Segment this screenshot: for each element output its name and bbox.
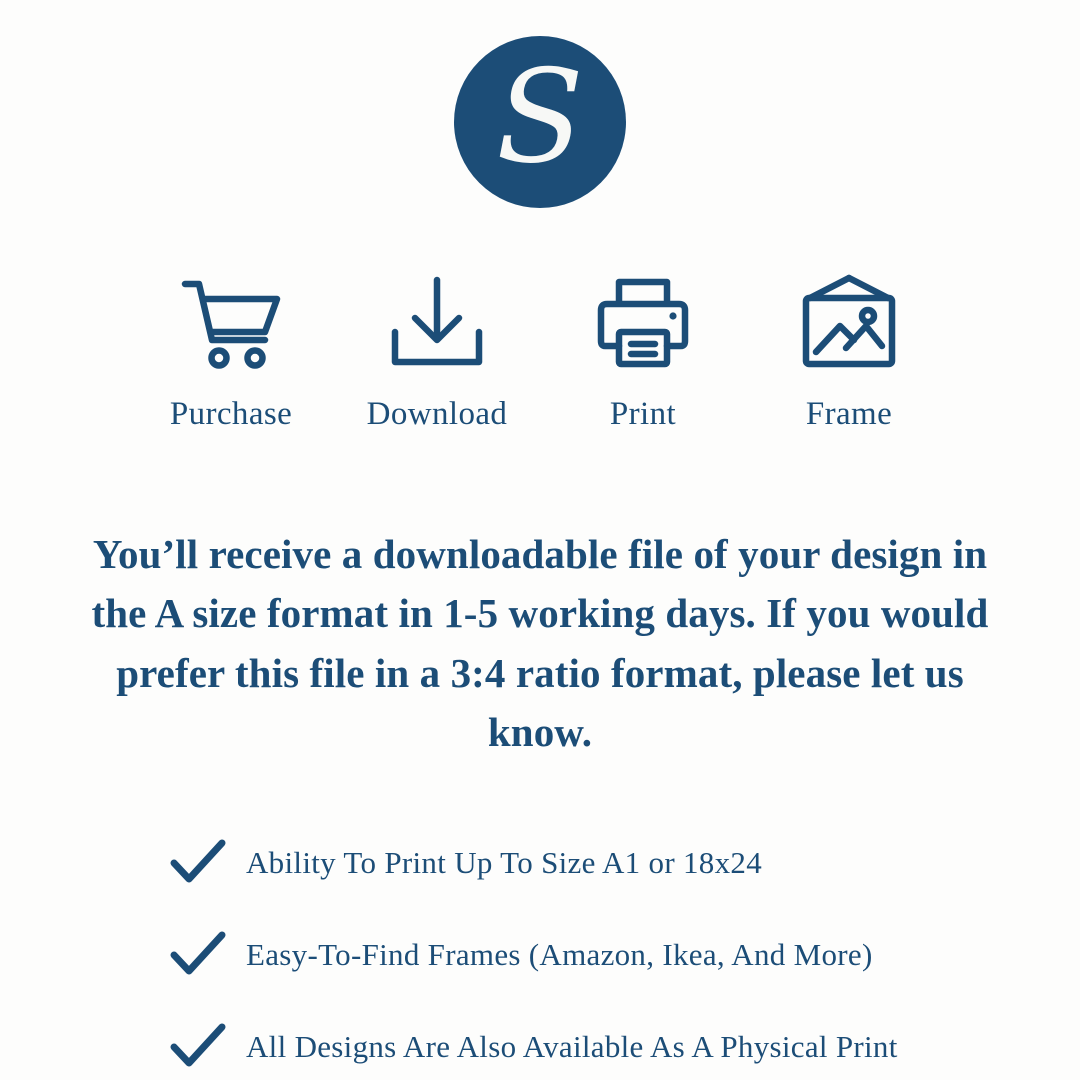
letter-s-monogram-icon: S [496, 43, 584, 192]
step-frame [746, 270, 952, 433]
logo-circle [454, 36, 626, 208]
check-icon [150, 929, 246, 981]
process-steps [0, 270, 1080, 433]
step-purchase [128, 270, 334, 433]
list-item-label: All Designs Are Also Available As A Physical Print [246, 1028, 898, 1064]
list-item-label: Easy-To-Find Frames (Amazon, Ikea, And More) [246, 936, 873, 972]
list-item-label: Ability To Print Up To Size A1 or 18x24 [246, 844, 763, 880]
download-icon [387, 270, 487, 374]
list-item [150, 837, 970, 889]
brand-logo [454, 36, 626, 208]
check-icon [150, 1021, 246, 1073]
check-icon [150, 837, 246, 889]
step-print [540, 270, 746, 433]
list-item [150, 1021, 970, 1073]
step-label: Purchase [169, 396, 293, 432]
feature-list [150, 837, 970, 1073]
printer-icon [595, 270, 691, 374]
step-label: Print [609, 396, 677, 432]
framed-picture-icon [796, 270, 902, 374]
step-download [334, 270, 540, 433]
headline-text: You’ll receive a downloadable file of your design in the A size format in 1-5 working days. If you would prefer this file in a 3:4 ratio format, please let us know. [91, 531, 989, 756]
shopping-cart-icon [179, 270, 283, 374]
step-label: Frame [805, 396, 893, 432]
list-item [150, 929, 970, 981]
step-label: Download [366, 396, 508, 432]
